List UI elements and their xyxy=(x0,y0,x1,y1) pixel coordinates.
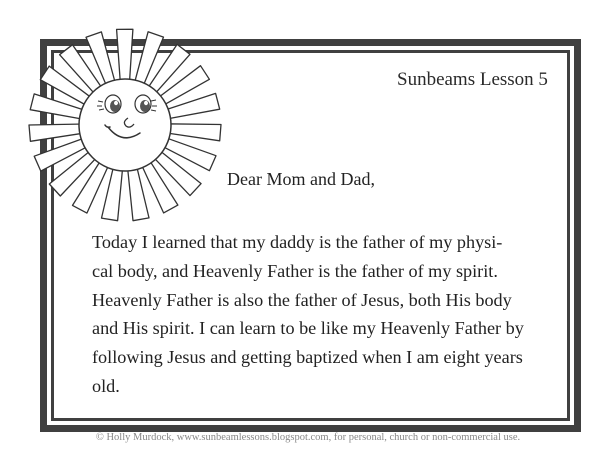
letter-body xyxy=(92,228,562,401)
sun-ray xyxy=(29,124,86,141)
body-line: Heavenly Father is also the father of Jesus, both His body xyxy=(92,289,512,310)
body-line: old. xyxy=(92,375,120,396)
smiling-sun-icon xyxy=(25,20,225,230)
sun-ray xyxy=(117,29,133,85)
lesson-title: Sunbeams Lesson 5 xyxy=(397,69,548,90)
copyright-footer: © Holly Murdock, www.sunbeamlessons.blogspot.com, for personal, church or non-commercial use. xyxy=(95,432,521,443)
greeting: Dear Mom and Dad, xyxy=(227,169,375,189)
body-line: Today I learned that my daddy is the father of my physi- xyxy=(92,232,503,252)
body-line: and His spirit. I can learn to be like my Heavenly Father by xyxy=(92,318,524,339)
sun-ray xyxy=(164,124,221,141)
body-line: cal body, and Heavenly Father is the father of my spirit. xyxy=(92,260,498,281)
body-line: following Jesus and getting baptized when I am eight years xyxy=(92,347,523,368)
